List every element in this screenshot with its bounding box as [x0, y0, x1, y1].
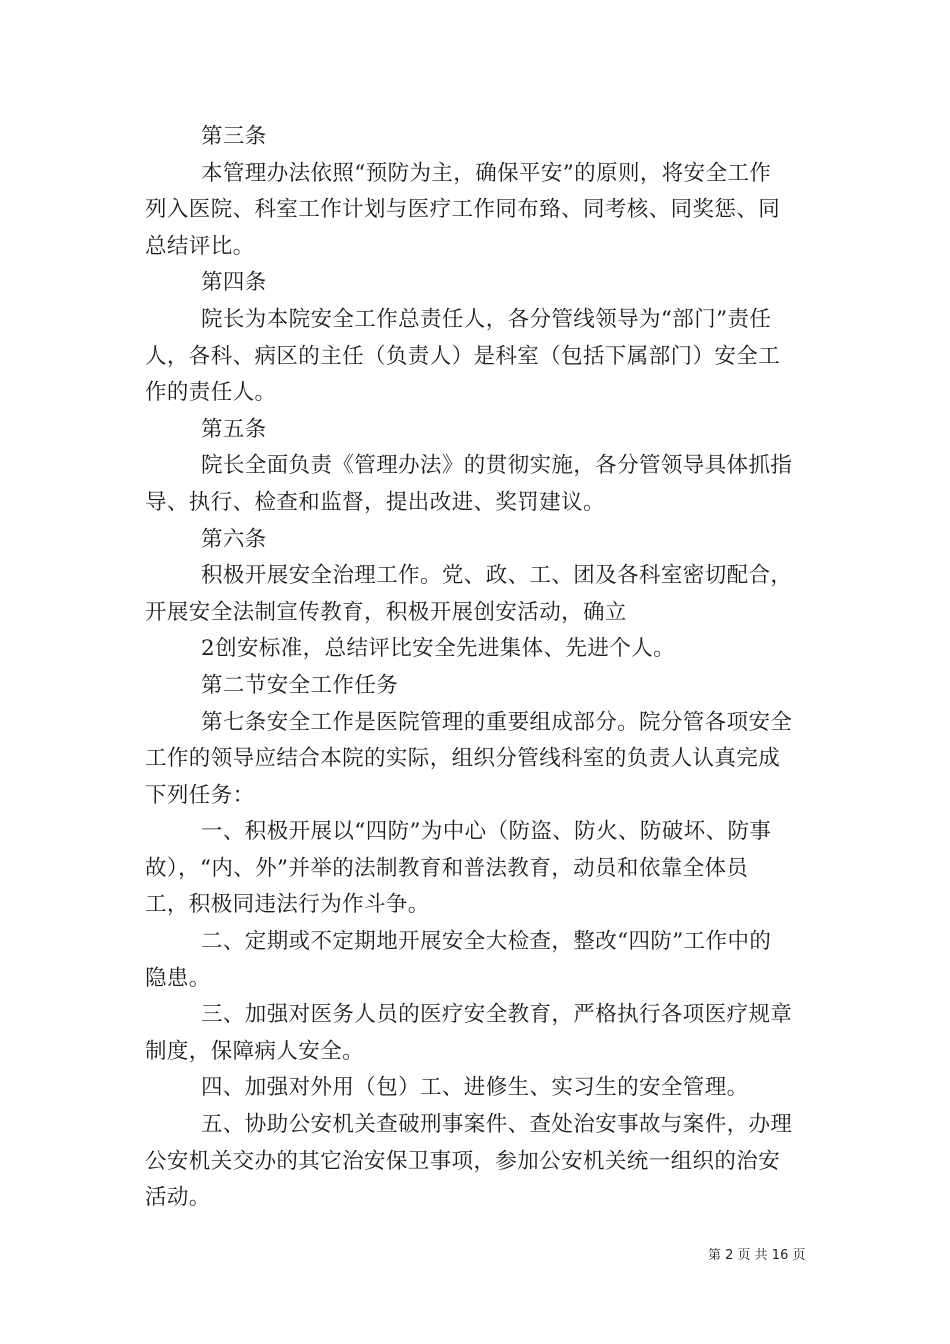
text-line: 人，各科、病区的主任（负责人）是科室（包括下属部门）安全工	[145, 343, 781, 369]
text-line: 总结评比。	[145, 233, 255, 259]
text-line: 工，积极同违法行为作斗争。	[145, 892, 430, 918]
text-line: 工作的领导应结合本院的实际，组织分管线科室的负责人认真完成	[145, 746, 781, 772]
text-line: 第五条	[201, 416, 267, 442]
text-line: 第七条安全工作是医院管理的重要组成部分。院分管各项安全	[201, 709, 793, 735]
text-line: 活动。	[145, 1185, 211, 1211]
text-line: 第四条	[201, 270, 267, 296]
text-line: 列入医院、科室工作计划与医疗工作同布臵、同考核、同奖惩、同	[145, 197, 781, 223]
text-line: 第三条	[201, 124, 267, 149]
text-line: 制度，保障病人安全。	[145, 1038, 365, 1064]
text-line: 四、加强对外用（包）工、进修生、实习生的安全管理。	[201, 1075, 749, 1101]
text-line: 二、定期或不定期地开展安全大检查，整改“四防”工作中的	[201, 929, 772, 955]
text-line: 三、加强对医务人员的医疗安全教育，严格执行各项医疗规章	[201, 1002, 793, 1028]
text-line: 隐患。	[145, 965, 211, 991]
text-line: 本管理办法依照“预防为主，确保平安”的原则，将安全工作	[201, 160, 772, 186]
text-line: 院长全面负责《管理办法》的贯彻实施，各分管领导具体抓指	[201, 453, 793, 479]
text-line: 作的责任人。	[145, 380, 277, 406]
text-line: 故），“内、外”并举的法制教育和普法教育，动员和依靠全体员	[145, 855, 749, 881]
text-line: 开展安全法制宣传教育，积极开展创安活动，确立	[145, 599, 627, 625]
text-line: 积极开展安全治理工作。党、政、工、团及各科室密切配合，	[201, 563, 793, 589]
text-line: 五、协助公安机关查破刑事案件、查处治安事故与案件，办理	[201, 1112, 793, 1138]
text-line: 导、执行、检查和监督，提出改进、奖罚建议。	[145, 489, 605, 515]
text-line: 公安机关交办的其它治安保卫事项，参加公安机关统一组织的治安	[145, 1148, 781, 1174]
text-line: 第六条	[201, 526, 267, 552]
text-line: 下列任务：	[145, 782, 255, 808]
page-number-footer: 第 2 页 共 16 页	[708, 1248, 806, 1263]
text-line: 第二节安全工作任务	[201, 672, 399, 698]
text-line: 2创安标准，总结评比安全先进集体、先进个人。	[201, 636, 675, 662]
document-body	[145, 119, 807, 1217]
text-line: 院长为本院安全工作总责任人，各分管线领导为“部门”责任	[201, 306, 772, 332]
text-line: 一、积极开展以“四防”为中心（防盗、防火、防破坏、防事	[201, 819, 772, 845]
